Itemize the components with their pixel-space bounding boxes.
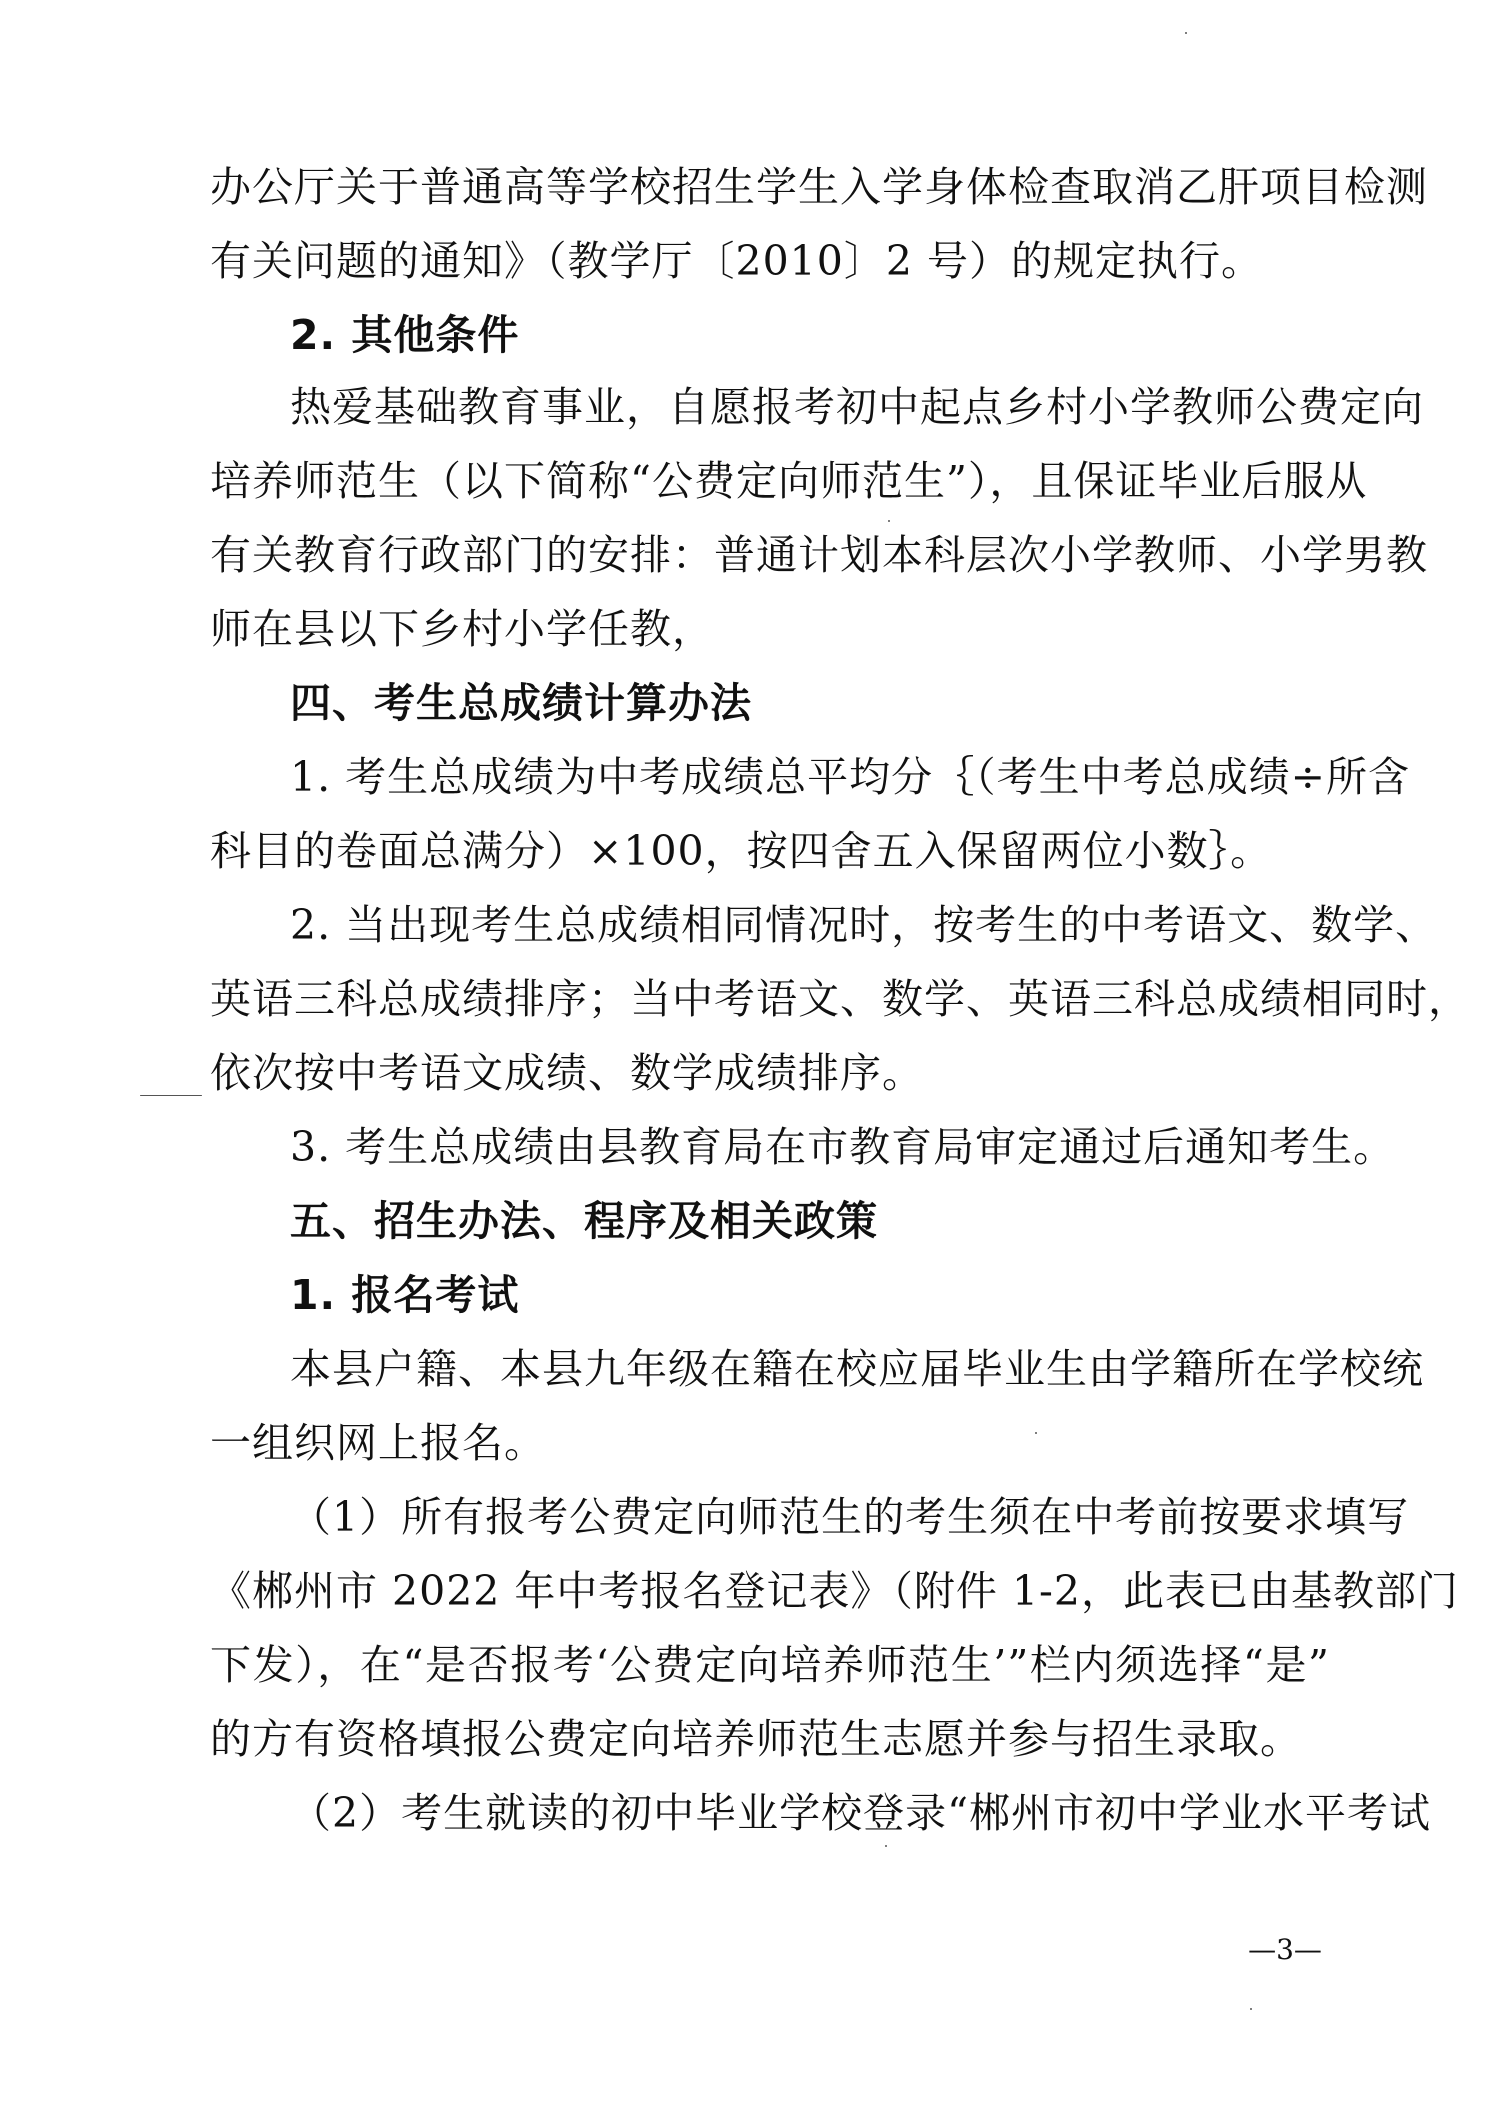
paragraph-line-13: 依次按中考语文成绩、数学成绩排序。 <box>210 1049 924 1097</box>
paragraph-line-20: 《郴州市 2022 年中考报名登记表》（附件 1-2，此表已由基教部门 <box>210 1567 1459 1615</box>
scan-dot <box>888 520 890 522</box>
paragraph-line-5: 培养师范生（以下简称“公费定向师范生”），且保证毕业后服从 <box>210 457 1368 505</box>
page-number: —3— <box>1248 1933 1322 1966</box>
paragraph-line-18: 一组织网上报名。 <box>210 1419 546 1467</box>
scan-dot <box>885 1845 887 1847</box>
subheading-registration: 1. 报名考试 <box>290 1271 520 1319</box>
paragraph-line-23: （2）考生就读的初中毕业学校登录“郴州市初中学业水平考试 <box>290 1789 1432 1837</box>
paragraph-line-11: 2. 当出现考生总成绩相同情况时，按考生的中考语文、数学、 <box>290 901 1438 949</box>
paragraph-line-6: 有关教育行政部门的安排：普通计划本科层次小学教师、小学男教 <box>210 531 1428 579</box>
paragraph-line-9: 1. 考生总成绩为中考成绩总平均分｛（考生中考总成绩÷所含 <box>290 753 1411 801</box>
scan-line-mark <box>140 1095 202 1096</box>
subheading-other-conditions: 2. 其他条件 <box>290 311 520 359</box>
scan-dot <box>1250 2008 1252 2010</box>
paragraph-line-7: 师在县以下乡村小学任教， <box>210 605 714 653</box>
paragraph-line-21: 下发），在“是否报考‘公费定向培养师范生’”栏内须选择“是” <box>210 1641 1330 1689</box>
paragraph-line-19: （1）所有报考公费定向师范生的考生须在中考前按要求填写 <box>290 1493 1410 1541</box>
section-heading-5: 五、招生办法、程序及相关政策 <box>290 1197 878 1245</box>
paragraph-line-22: 的方有资格填报公费定向培养师范生志愿并参与招生录取。 <box>210 1715 1302 1763</box>
paragraph-line-14: 3. 考生总成绩由县教育局在市教育局审定通过后通知考生。 <box>290 1123 1396 1171</box>
scan-dot <box>1035 1432 1037 1434</box>
paragraph-line-10: 科目的卷面总满分）×100，按四舍五入保留两位小数｝。 <box>210 827 1273 875</box>
paragraph-line-12: 英语三科总成绩排序；当中考语文、数学、英语三科总成绩相同时， <box>210 975 1470 1023</box>
paragraph-line-1: 办公厅关于普通高等学校招生学生入学身体检查取消乙肝项目检测 <box>210 163 1428 211</box>
paragraph-line-17: 本县户籍、本县九年级在籍在校应届毕业生由学籍所在学校统 <box>290 1345 1424 1393</box>
paragraph-line-4: 热爱基础教育事业，自愿报考初中起点乡村小学教师公费定向 <box>290 383 1424 431</box>
section-heading-4: 四、考生总成绩计算办法 <box>290 679 752 727</box>
paragraph-line-2: 有关问题的通知》（教学厅〔2010〕2 号）的规定执行。 <box>210 237 1263 285</box>
scan-dot <box>1185 32 1187 34</box>
